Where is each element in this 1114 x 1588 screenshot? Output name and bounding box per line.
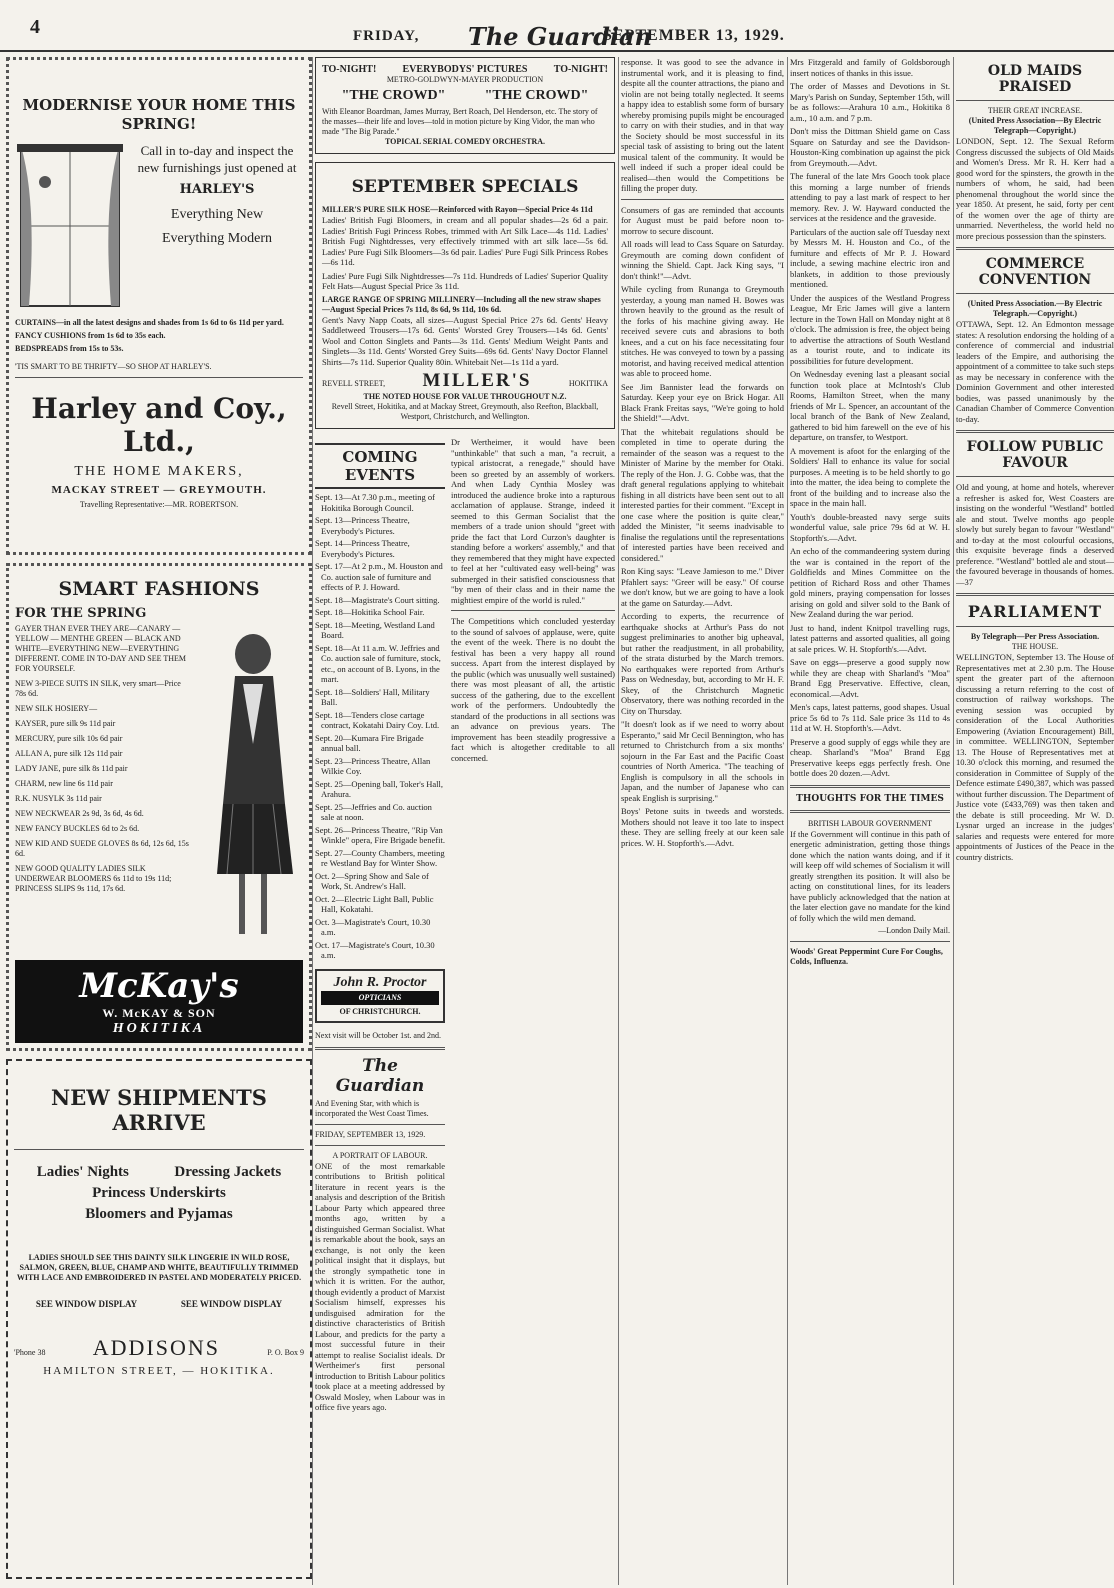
parliament-body: WELLINGTON, September 13. The House of Representatives met at 2.30 p.m. The House spent the greater part of the afternoon discussing a return referring to the cost of construction of railway workshops. The evening session was occupied by consideration of the Local Authorities Empowering (Aviation Encouragement) Bill, in committee. WELLINGTON, September 13. The House of Representatives met at 10.30 o'clock this morning, and resumed the consideration in Committee of Supply of the Defence estimate £490,387, which was passed without further discussion. The Department of Justice vote (£433,769) was then taken and the debate is still proceeding. Mr W. D. Lysnar urged an increase in the judges' salaries and requests were entered for more appointments of Justices of the Peace in the country districts.: [956, 652, 1114, 862]
list-item: Sept. 20—Kumara Fire Brigade annual ball.: [315, 732, 424, 753]
addisons-item-4: Bloomers and Pyjamas: [85, 1206, 233, 1222]
old-maids-sub: THEIR GREAT INCREASE.: [987, 106, 1083, 115]
list-item: Sept. 23—Princess Theatre, Allan Wilkie Coy.: [315, 755, 431, 776]
column-advertisements: [6, 57, 312, 1585]
column-rule: [618, 57, 619, 1585]
millers-advertisement: [315, 162, 615, 429]
list-item: Sept. 18—Tenders close cartage contract, Kokatahi Dairy Coy. Ltd.: [315, 709, 440, 730]
parliament-heading: PARLIAMENT: [967, 602, 1103, 621]
mckay-headline: SMART FASHIONS: [58, 578, 260, 600]
column-2: [315, 57, 615, 1585]
old-maids-body: LONDON, Sept. 12. The Sexual Reform Congress discussed the subjects of Old Maids and Women's Dress. Mr R. H. Kerr had a good word for the spinsters, the growth in the numbers of whom, he said, had been phenomenal throughout the world since the year 1850. At present, he said, forty per cent of the women over the age of thirty are unmarried. Nevertheless, the world held no more precious possession than the spinsters.: [956, 136, 1114, 241]
column-4-body-5: Particulars of the auction sale off Tuesday next by Messrs M. H. Houston and Co., of the furniture and effects of Mr P. J. Howard include, a sewing machine electric iron and blankets, in addition to those previously mentioned.: [790, 226, 950, 289]
thoughts-sub: BRITISH LABOUR GOVERNMENT: [808, 818, 932, 828]
list-item: Sept. 13—Princess Theatre, Everybody's Pictures.: [315, 515, 410, 536]
millers-town: HOKITIKA: [568, 379, 608, 388]
list-item: Sept. 13—At 7.30 p.m., meeting of Hokitika Borough Council.: [315, 492, 435, 513]
guardian-dateline: FRIDAY, SEPTEMBER 13, 1929.: [315, 1129, 426, 1139]
old-maids-heading: OLD MAIDS PRAISED: [987, 63, 1083, 95]
list-item: Sept. 17—At 2 p.m., M. Houston and Co. auction sale of furniture and effects of P. J. Howard.: [315, 561, 443, 592]
harley-bedspreads-line: BEDSPREADS from 15s to 53s.: [15, 344, 124, 353]
harley-address: MACKAY STREET — GREYMOUTH.: [51, 484, 267, 496]
commerce-credit: (United Press Association.—By Electric Telegraph.—Copyright.): [967, 299, 1103, 318]
parliament-sub: THE HOUSE.: [1011, 642, 1059, 651]
mckay-intro: GAYER THAN EVER THEY ARE—CANARY — YELLOW — MENTHE GREEN — BLACK AND WHITE—EVERYTHING NEW—EVERYTHING DIFFERENT. COME IN TO-DAY AND SEE THEM FOR YOURSELF.: [15, 624, 187, 673]
guardian-body-3: The Competitions which concluded yesterday to the sound of salvoes of applause, were, quite the event of the week. There is no doubt the festival has been a very happy all round success. Apart from the interest displayed by the public (which was unusually well sustained) there was most pleasant of all, the artistic success of the gathering, due to the excellent work of the performers. Undoubtedly the standard of the productions in all sections was an advance on previous years. The improvement has been steadily progressive a fact which is altogether creditable to all concerned.: [451, 616, 615, 763]
addisons-advertisement: [6, 1059, 312, 1579]
column-4-body-13: Men's caps, latest patterns, good shapes. Usual price 5s 6d to 7s 11d. Sale price 3s 11d to 4s 11d at W. H. Stopforth's.—Advt.: [790, 702, 950, 733]
column-3-body-8: According to experts, the recurrence of earthquake shocks at Arthur's Pass do not suggest preliminaries to another big upheaval, but rather the readjustment, in all probability, of the strata disturbed by the March tremors. No earthquakes were reported from Arthur's Pass on Wednesday, but, according to Mr H. F. Skey, of the Christchurch Magnetic Observatory, there was nothing recorded in the City on Thursday.: [621, 611, 784, 716]
millers-para-1: Ladies' British Fugi Bloomers, in cream and all popular shades—2s 6d a pair. Ladies' British Fugi Princess Robes, trimmed with Art Silk Lace—4s 11d. Ladies' British Fugi Nightdresses, very effectively trimmed with art silk lace—5s 6d. Ladies' Pure Fugi Silk Bloomers—3s 6d pair. Ladies' Pure Fugi Silk Princess Robes—6s 11d.: [322, 215, 608, 267]
pictures-cast: With Eleanor Boardman, James Murray, Bert Roach, Del Henderson, etc. The story of the masses—their life and loves—told in motion picture by King Vidor, the man who made "The Big Parade.": [322, 107, 598, 136]
list-item: Sept. 18—Magistrate's Court sitting.: [315, 594, 440, 605]
page-number: 4: [30, 16, 40, 38]
addisons-phone: 'Phone 38: [14, 1348, 46, 1357]
guardian-body-2: Dr Wertheimer, it would have been "unthinkable" that such a man, "a recruit, a typical aristocrat, a renegade," should have been so greeted by an assembly of workers. And when Lady Cynthia Mosley was introduced the audience broke into a rapturous acclamation of applause. Strange, indeed it seemed to this German Socialist that the members of a trade union should "greet with pride the fact that Lord Curzon's daughter is standing before a workers' assembly," and that they remembered that they might have expected to feel at her "cultivated easy well-being" was submerged in their satisfied consciousness that "by men of their class and in their name the mightiest empire of the world is ruled.": [451, 437, 615, 605]
woods-advertisement: Woods' Great Peppermint Cure For Coughs, Colds, Influenza.: [790, 947, 943, 966]
column-3-body-1: response. It was good to see the advance in instrumental work, and it is pleasing to find, despite all the counter attractions, the piano and violin are not being totally neglected. It seems a happy idea to establish some form of bursary whereby promising pupils might be encouraged to carry on with their studies, and in that way the Society should be most successful in its special task of assisting to bring out the latent musical talent of the community. It would be well indeed if such a proper ideal could be realised—then would the Competitions be filling the proper duty.: [621, 57, 784, 193]
coming-events-heading: COMING EVENTS: [315, 443, 445, 489]
column-3: [621, 57, 784, 1585]
list-item: MERCURY, pure silk 10s 6d pair: [15, 734, 123, 743]
list-item: Sept. 27—County Chambers, meeting re Westland Bay for Winter Show.: [315, 847, 445, 868]
pictures-center: EVERYBODYS' PICTURES: [402, 64, 528, 75]
millers-headline: SEPTEMBER SPECIALS: [351, 177, 579, 197]
list-item: Sept. 26—Princess Theatre, "Rip Van Winkle" opera, Fire Brigade benefit.: [315, 824, 445, 845]
column-rule: [953, 57, 954, 1585]
harley-tagline: 'TIS SMART TO BE THRIFTY—SO SHOP AT HARLEY'S.: [15, 362, 212, 371]
column-4-body-3: Don't miss the Dittman Shield game on Cass Square on Saturday and see the Davidson-Houston-King combination up against the pick from Greymouth.—Advt.: [790, 126, 950, 168]
harley-slogan-1: Everything New: [170, 207, 264, 222]
addisons-address: HAMILTON STREET, — HOKITIKA.: [43, 1365, 275, 1377]
guardian-body-1: ONE of the most remarkable contributions to British political literature in recent years is the analysis and description of the British Labour Party which appeared three months ago, written by a distinguished German Socialist. What is remarkable about the book, says an exchange, is not only the keen political insight that it displays, but the strongly sympathetic tone in which it is written. For the author, though evidently a product of Marxist Socialism himself, expresses his undisguised admiration for the distinctive characteristics of British Labour, and predicts for the party a most successful future in their attempt to realise Socialist ideals. Dr Wertheimer's first personal introduction to British Labour politics took place at a meeting addressed by Oswald Mosley, when Labour was in office five years ago.: [315, 1160, 445, 1412]
millers-motto: THE NOTED HOUSE FOR VALUE THROUGHOUT N.Z.: [363, 392, 567, 401]
column-4-body-12: Save on eggs—preserve a good supply now while they are cheap with Sharland's "Moa" Brand Egg Preservative. Effective, clean, economical.—Advt.: [790, 657, 950, 699]
list-item: Oct. 2—Spring Show and Sale of Work, St. Andrew's Hall.: [315, 870, 429, 891]
proctor-advertisement: [315, 969, 445, 1023]
addisons-box: P. O. Box 9: [267, 1348, 304, 1357]
proctor-town: OF CHRISTCHURCH.: [339, 1006, 421, 1016]
guardian-sub: And Evening Star, with which is incorporated the West Coast Times.: [315, 1098, 429, 1118]
column-5: [956, 57, 1114, 1585]
list-item: LADY JANE, pure silk 8s 11d pair: [15, 764, 128, 773]
millers-name: MILLER'S: [422, 370, 532, 391]
list-item: ALLAN A, pure silk 12s 11d pair: [15, 749, 123, 758]
pictures-programme: TOPICAL SERIAL COMEDY ORCHESTRA.: [384, 137, 546, 146]
list-item: NEW GOOD QUALITY LADIES SILK UNDERWEAR BLOOMERS 6s 11d to 19s 11d; PRINCESS SLIPS 9s 11d, 17s 6d.: [15, 864, 172, 893]
column-4-body-11: Just to hand, indent Knitpol travelling rugs, latest patterns and assorted qualities, all going at sale prices. W. H. Stopforth's.—Advt.: [790, 622, 950, 654]
column-4-body-14: Preserve a good supply of eggs while they are cheap. Sharland's "Moa" Brand Egg Preservative keeps eggs perfectly fresh. One bottle does 20 dozen.—Advt.: [790, 736, 950, 778]
list-item: Sept. 18—At 11 a.m. W. Jeffries and Co. auction sale of furniture, stock, etc., on account of B. Lyons, in the mart.: [315, 642, 441, 684]
column-3-body-5: See Jim Bannister lead the forwards on Saturday. Keep your eye on Brick Hogar. All Black Frank Freitas says, "We're going to hold the Shield!"—Advt.: [621, 381, 784, 423]
mckay-logo-text: McKay's: [79, 966, 239, 1006]
millers-street: REVELL STREET,: [322, 379, 386, 388]
list-item: Oct. 2—Electric Light Ball, Public Hall, Kokatahi.: [315, 893, 434, 914]
pictures-film-2: "THE CROWD": [484, 88, 589, 103]
fashion-figure-illustration: [193, 624, 303, 954]
list-item: Oct. 3—Magistrate's Court, 10.30 a.m.: [315, 916, 431, 937]
list-item: NEW 3-PIECE SUITS IN SILK, very smart—Price 78s 6d.: [15, 679, 181, 698]
addisons-name: ADDISONS: [92, 1335, 220, 1360]
column-4-body-9: Youth's double-breasted navy serge suits wonderful value, sale price 79s 6d at W. H. Stopforth's.—Advt.: [790, 511, 950, 543]
millers-line-1: MILLER'S PURE SILK HOSE—Reinforced with Rayon—Special Price 4s 11d: [322, 205, 593, 214]
thoughts-body: If the Government will continue in this path of energetic administration, getting those things done which the nation wants doing, and if it will keep off wild schemes of Socialism it will greatly strengthen its position. It will also be acting on constitutional lines, for its leaders have publicly acknowledged that the nation at the later election gave no mandate for the kind of folly which the wild men demand.: [790, 828, 950, 923]
guardian-heading: A PORTRAIT OF LABOUR.: [332, 1150, 428, 1160]
mckay-advertisement: [6, 563, 312, 1051]
commerce-heading: COMMERCE CONVENTION: [978, 256, 1092, 288]
list-item: Sept. 14—Princess Theatre, Everybody's Pictures.: [315, 538, 410, 559]
commerce-body: OTTAWA, Sept. 12. An Edmonton message states: A resolution endorsing the holding of a conference of commercial and industrial leaders of the Empire, and authorising the appointment of a committee to take such steps as may be necessary in conference with the Dominion Government and other interested bodies, was passed unanimously by the Canadian Chamber of Commerce Convention to-day.: [956, 319, 1114, 424]
masthead-date: SEPTEMBER 13, 1929.: [603, 27, 785, 44]
old-maids-credit: (United Press Association—By Electric Telegraph—Copyright.): [968, 116, 1102, 135]
harley-shop-name: HARLEY'S: [179, 182, 255, 197]
column-4-body-2: The order of Masses and Devotions in St. Mary's Parish on Sunday, September 15th, will be as follows:—Arahura 10 a.m., Hokitika 8 a.m., 10 a.m. and 7 p.m.: [790, 81, 950, 123]
list-item: Sept. 18—Soldiers' Hall, Military Ball.: [315, 686, 430, 707]
list-item: Sept. 25—Opening ball, Toker's Hall, Arahura.: [315, 778, 444, 799]
masthead-day: FRIDAY,: [353, 28, 420, 44]
column-3-body-9: "It doesn't look as if we need to worry about Esperanto," said Mr Cecil Bennington, who has returned to Christchurch from a six months' sojourn in the Far East and the Pacific Coast countries of North America. "The teaching of English is compulsory in all the schools in Japan, and the number of Japanese who can speak English is surprising.": [621, 719, 784, 803]
addisons-headline: NEW SHIPMENTS ARRIVE: [51, 1085, 267, 1135]
pictures-film-1: "THE CROWD": [341, 88, 446, 103]
column-4-body-7: On Wednesday evening last a pleasant social function took place at McIntosh's Club Rooms, Hamilton Street, when the many friends of Mr L. Spencer, an accountant of the local branch of the Bank of New Zealand, gathered to bid him farewell on the eve of his departure, on transfer, to Westport.: [790, 369, 950, 442]
harley-advertisement: [6, 57, 312, 555]
list-item: NEW SILK HOSIERY—: [15, 704, 98, 713]
pictures-left: TO-NIGHT!: [322, 64, 377, 75]
column-3-body-10: Boys' Petone suits in tweeds and worsteds. Mothers should not leave it too late to inspect these. They are selling freely at our keen sale prices. W. H. Stopforth's.—Advt.: [621, 806, 784, 848]
addisons-window-1: SEE WINDOW DISPLAY: [35, 1299, 138, 1309]
column-4: [790, 57, 950, 1585]
column-3-body-2: Consumers of gas are reminded that accounts for August must be paid before noon to-morrow to secure discount.: [621, 204, 784, 236]
follow-favour-body: Old and young, at home and hotels, wherever a refresher is asked for, West Coasters are insisting on the wonderful "Westland" bottled ale and stout. Twelve months ago people slowly but surely began to favour "Westland" and to-day at the most colourful occasions, this exquisite beverage finds a deserved preference. "Westland" bottled ale and stout—the favoured beverage in thousands of homes.—37: [956, 482, 1114, 587]
millers-line-2: LARGE RANGE OF SPRING MILLINERY—Including all the new straw shapes—August Special Prices 7s 11d, 8s 6d, 9s 11d, 10s 6d.: [322, 294, 601, 314]
list-item: NEW KID AND SUEDE GLOVES 8s 6d, 12s 6d, 15s 6d.: [15, 839, 189, 858]
column-rule: [787, 57, 788, 1585]
harley-sub: THE HOME MAKERS,: [74, 464, 244, 479]
pictures-production: METRO-GOLDWYN-MAYER PRODUCTION: [386, 75, 544, 84]
pictures-advertisement: [315, 57, 615, 154]
mckay-item-list: [15, 679, 189, 894]
parliament-credit: By Telegraph—Per Press Association.: [970, 632, 1100, 641]
harley-body: Call in to-day and inspect the new furnishings just opened at: [137, 143, 297, 175]
column-3-body-4: While cycling from Runanga to Greymouth yesterday, a young man named H. Bowes was thrown heavily to the ground as the result of the forks of his machine giving away. He received severe cuts and abrasions to both knees, and a cut on his face necessitating four stitches. He was conveyed to town by a passing motorist, and having received medical attention was able to proceed home.: [621, 284, 784, 378]
list-item: KAYSER, pure silk 9s 11d pair: [15, 719, 116, 728]
curtained-window-illustration: [15, 142, 125, 312]
thoughts-heading: THOUGHTS FOR THE TIMES: [796, 793, 944, 804]
mckay-logo-place: HOKITIKA: [112, 1021, 206, 1036]
mckay-logo: [15, 960, 303, 1043]
harley-rep: Travelling Representative:—MR. ROBERTSON.: [79, 500, 239, 509]
masthead-title: The Guardian: [468, 22, 652, 51]
millers-para-2: Ladies' Pure Fugi Silk Nightdresses—7s 11d. Hundreds of Ladies' Superior Quality Felt Hats—August Special Price 3s 11d.: [322, 270, 608, 291]
guardian-title: The Guardian: [335, 1055, 425, 1096]
millers-branches: Revell Street, Hokitika, and at Mackay Street, Greymouth, also Reefton, Blackball, Westport, Christchurch, and Wellington.: [331, 402, 599, 421]
addisons-item-1: Ladies' Nights: [36, 1164, 129, 1180]
harley-company: Harley and Coy., Ltd.,: [31, 392, 287, 458]
harley-headline: MODERNISE YOUR HOME THIS SPRING!: [22, 96, 296, 133]
list-item: NEW FANCY BUCKLES 6d to 2s 6d.: [15, 824, 140, 833]
masthead: [0, 0, 1114, 52]
proctor-visit: Next visit will be October 1st. and 2nd.: [315, 1030, 441, 1040]
proctor-name: John R. Proctor: [333, 974, 427, 990]
column-4-body-4: The funeral of the late Mrs Gooch took place this morning a large number of friends attending to pay a last mark of respect to her memory. Rev. J. W. Hayward conducted the services at the residence and the graveside.: [790, 171, 950, 223]
pictures-right: TO-NIGHT!: [553, 64, 608, 75]
mckay-subhead: FOR THE SPRING: [15, 606, 147, 621]
column-3-body-7: Ron King says: "Leave Jamieson to me." Diver Pfahlert says: "Greer will be easy." Of course we don't know, but we are going to have a look at the game on Saturday.—Advt.: [621, 566, 784, 608]
harley-curtains-line: CURTAINS—in all the latest designs and shades from 1s 6d to 6s 11d per yard.: [15, 318, 284, 327]
column-3-body-6: That the whitebait regulations should be completed in time to operate during the remainder of the season was a request to the Minister of Marine by the member for Otaki. The reply of the Hon. J. G. Cobbe was, that the draft general regulations applying to whitebait fishing in all districts have been sent out to all interested parties for their comment. "Except in one case where the position is quite clear," added the Minister, "it seems inadvisable to finalise the regulations until the representations of interested parties have been received and considered.": [621, 426, 784, 563]
list-item: CHARM, new line 6s 11d pair: [15, 779, 113, 788]
column-4-body-6: Under the auspices of the Westland Progress League, Mr Eric James will give a lantern lecture in the Town Hall on Monday night at 8 o'clock. The admission is free, the object being to advertise the attractions of South Westland as a tourist route, and to indicate its possibilities for future development.: [790, 292, 950, 366]
addisons-body: LADIES SHOULD SEE THIS DAINTY SILK LINGERIE IN WILD ROSE, SALMON, GREEN, BLUE, CHAMP AND WHITE, BEAUTIFULLY TRIMMED WITH LACE AND EMBROIDERED IN PASTEL AND MODERATELY PRICED.: [16, 1253, 302, 1282]
column-4-body-1: Mrs Fitzgerald and family of Goldsborough insert notices of thanks in this issue.: [790, 57, 950, 78]
harley-cushions-line: FANCY CUSHIONS from 1s 6d to 35s each.: [15, 331, 166, 340]
millers-para-3: Gent's Navy Napp Coats, all sizes—August Special Price 27s 6d. Gents' Heavy Saddletweed Trousers—17s 6d. Gents' Worsted Grey Trousers—14s 6d. Gents' Wool and Cotton Singlets and Pants—3s 11d. Gents' Medium Weight Pants and Singlets—3s 11d. Gents' Worsted Grey Suits—69s 6d. Gents' Navy Doctor Flannel Shirts—7s 11d. Superior Quality 80in. Whitebait Net—1s 11d a yard.: [322, 314, 608, 367]
column-4-body-8: A movement is afoot for the enlarging of the Soldiers' Hall to enhance its value for social purposes. A meeting is to be held shortly to go into the matter, the idea being to complete the front of the building and to increase also the space in the main hall.: [790, 445, 950, 508]
follow-favour-heading: FOLLOW PUBLIC FAVOUR: [966, 439, 1104, 471]
thoughts-source: —London Daily Mail.: [878, 926, 950, 935]
list-item: R.K. NUSYLK 3s 11d pair: [15, 794, 102, 803]
harley-slogan-2: Everything Modern: [161, 231, 273, 246]
addisons-item-3: Princess Underskirts: [92, 1185, 226, 1201]
addisons-window-2: SEE WINDOW DISPLAY: [180, 1299, 283, 1309]
column-rule: [312, 57, 313, 1585]
mckay-logo-sub: W. McKAY & SON: [102, 1006, 216, 1020]
list-item: Sept. 25—Jeffries and Co. auction sale at noon.: [315, 801, 432, 822]
addisons-item-2: Dressing Jackets: [174, 1164, 282, 1180]
list-item: Sept. 18—Hokitika School Fair.: [315, 607, 425, 617]
coming-events-list: [315, 492, 445, 961]
column-3-body-3: All roads will lead to Cass Square on Saturday. Greymouth are coming down confident of winning the Shield. Capt. Jack King says, "I don't think!"—Advt.: [621, 239, 784, 281]
list-item: Oct. 17—Magistrate's Court, 10.30 a.m.: [315, 939, 435, 960]
list-item: NEW NECKWEAR 2s 9d, 3s 6d, 4s 6d.: [15, 809, 144, 818]
list-item: Sept. 18—Meeting, Westland Land Board.: [315, 619, 435, 640]
proctor-sub: OPTICIANS: [321, 991, 439, 1005]
column-4-body-10: An echo of the commandeering system during the war is contained in the report of the Goldfields and Mines Committee on the petition of Richard Ross and other Thames gold miners, praying compensation for losses arising on gold and silver sold to the Bank of New Zealand during the war period.: [790, 546, 950, 619]
